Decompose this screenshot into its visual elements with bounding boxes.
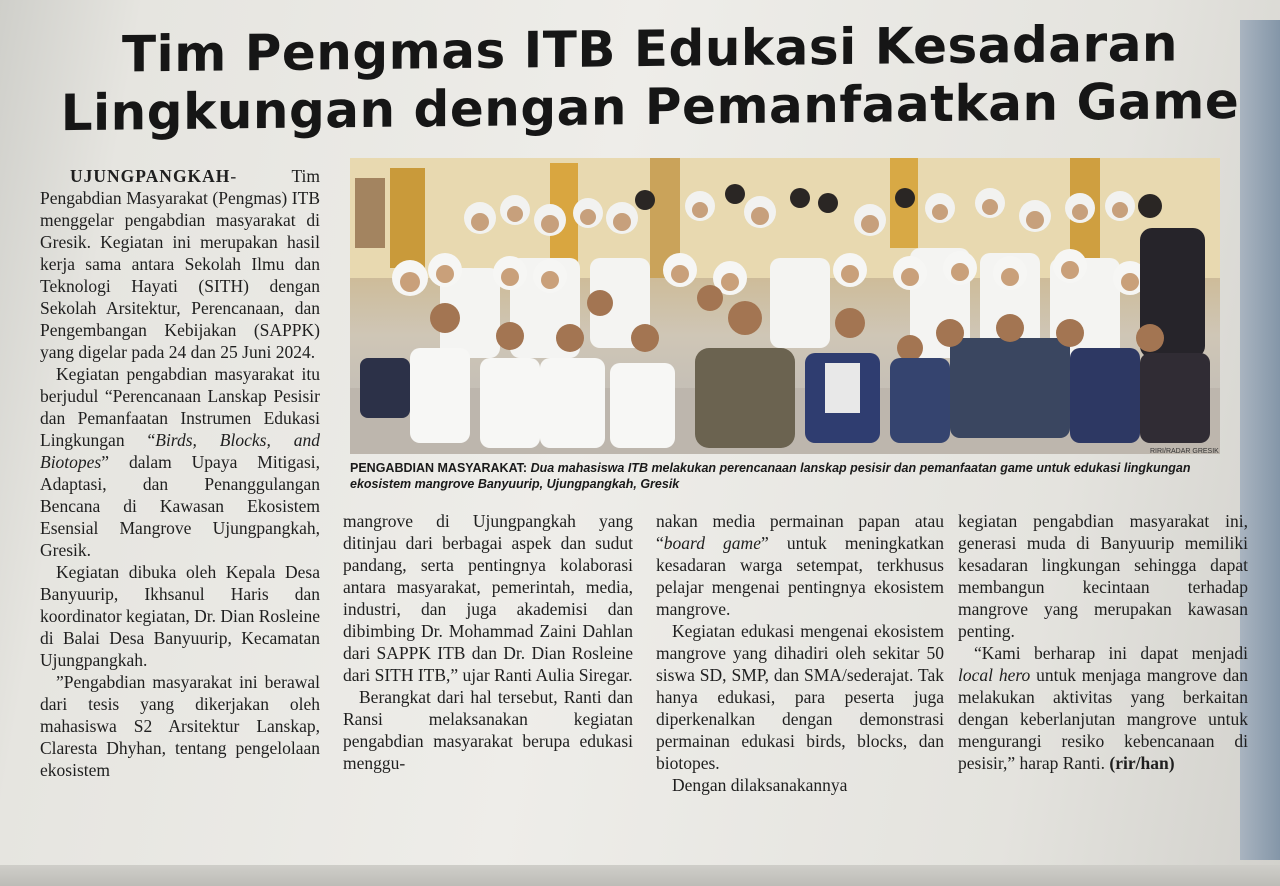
paragraph-7-continued: kegiatan pengabdian masyarakat ini, generasi muda di Banyuurip memiliki kesadaran lingkungan sehingga dapat membangun kecintaan terhadap mangrove yang merupakan kawasan penting. — [958, 511, 1248, 641]
caption-text: Dua mahasiswa ITB melakukan perencanaan lanskap pesisir dan pemanfaatan game untuk edukasi lingkungan ekosistem mangrove Banyuurip, Ujungpangkah, Gresik — [350, 461, 1191, 491]
paragraph-5: Berangkat dari hal tersebut, Ranti dan Ransi melaksanakan kegiatan pengabdian masyarakat berupa edukasi menggu- — [343, 687, 633, 773]
article-column-1 — [40, 165, 320, 781]
paragraph-3: Kegiatan dibuka oleh Kepala Desa Banyuurip, Ikhsanul Haris dan koordinator kegiatan, Dr. Dian Rosleine di Balai Desa Banyuurip, Kecamatan Ujungpangkah. — [40, 562, 320, 670]
paragraph-5-italic: board game — [663, 533, 761, 553]
headline-line-2: Lingkungan dengan Pemanfaatkan Game — [60, 71, 1240, 143]
article-column-4 — [958, 510, 1248, 774]
article-column-2 — [343, 510, 633, 774]
paragraph-2 — [40, 363, 320, 561]
headline-line-1: Tim Pengmas ITB Edukasi Kesadaran — [121, 14, 1179, 84]
photo-credit: RIRI/RADAR GRESIK — [1150, 448, 1219, 455]
photo-caption — [350, 460, 1220, 492]
paragraph-2-text-a: Kegiatan pengabdian masyarakat itu berjudul “Perencanaan Lanskap Pesisir dan Pemanfaatan Instrumen Edukasi Lingkungan “ — [40, 364, 320, 450]
group-photo-illustration — [350, 158, 1220, 454]
paragraph-5-cont-a: nakan media permainan papan atau “ — [656, 511, 944, 553]
caption-kicker: PENGABDIAN MASYARAKAT: — [350, 461, 528, 475]
article-photo — [350, 158, 1220, 454]
page-bottom-edge — [0, 865, 1280, 886]
paragraph-6: Kegiatan edukasi mengenai ekosistem mangrove yang dihadiri oleh sekitar 50 siswa SD, SMP, dan SMA/sederajat. Tak hanya edukasi, para peserta juga diperkenalkan dengan demonstrasi permainan edukasi birds, blocks, dan biotopes. — [656, 621, 944, 773]
author-signature: (rir/han) — [1109, 753, 1175, 773]
paragraph-8 — [958, 642, 1248, 774]
paragraph-2-text-b: ” dalam Upaya Mitigasi, Adaptasi, dan Penanggulangan Bencana di Kawasan Ekosistem Esensial Mangrove Ujungpangkah, Gresik. — [40, 452, 320, 560]
paragraph-4: ”Pengabdian masyarakat ini berawal dari tesis yang dikerjakan oleh mahasiswa S2 Arsitektur Lanskap, Claresta Dhyhan, tentang pengelolaan ekosistem — [40, 672, 320, 780]
paragraph-8-text-a: “Kami berharap ini dapat menjadi — [974, 643, 1248, 663]
article-column-3 — [656, 510, 944, 796]
dateline: UJUNGPANGKAH — [70, 166, 231, 186]
paragraph-1-text: - Tim Pengabdian Masyarakat (Pengmas) ITB menggelar pengabdian masyarakat di Gresik. Kegiatan ini merupakan hasil kerja sama antara Sekolah Ilmu dan Teknologi Hayati (SITH) dengan Sekolah Arsitektur, Perencanaan, dan Pengembangan Kebijakan (SAPPK) yang digelar pada 24 dan 25 Juni 2024. — [40, 166, 320, 362]
paragraph-5-continued — [656, 510, 944, 620]
headline — [60, 14, 1240, 142]
paragraph-8-text-b: untuk menjaga mangrove dan melakukan aktivitas yang berkaitan dengan keberlanjutan mangrove untuk mengurangi resiko kebencanaan di pesisir,” harap Ranti. — [958, 665, 1248, 773]
paragraph-7: Dengan dilaksanakannya — [672, 775, 848, 795]
paragraph-2-italic: Birds, Blocks, and Biotopes — [40, 430, 320, 472]
paragraph-4-continued: mangrove di Ujungpangkah yang ditinjau dari berbagai aspek dan sudut pandang, serta pentingnya kolaborasi antara masyarakat, pemerintah, media, industri, dan juga akademisi dan dibimbing Dr. Mohammad Zaini Dahlan dari SAPPK ITB dan Dr. Dian Rosleine dari SITH ITB,” ujar Ranti Aulia Siregar. — [343, 511, 633, 685]
paragraph-1 — [40, 165, 320, 363]
paragraph-8-italic: local hero — [958, 665, 1031, 685]
paragraph-5-cont-b: ” untuk meningkatkan kesadaran warga setempat, terkhusus pelajar mengenai pentingnya ekosistem mangrove. — [656, 533, 944, 619]
